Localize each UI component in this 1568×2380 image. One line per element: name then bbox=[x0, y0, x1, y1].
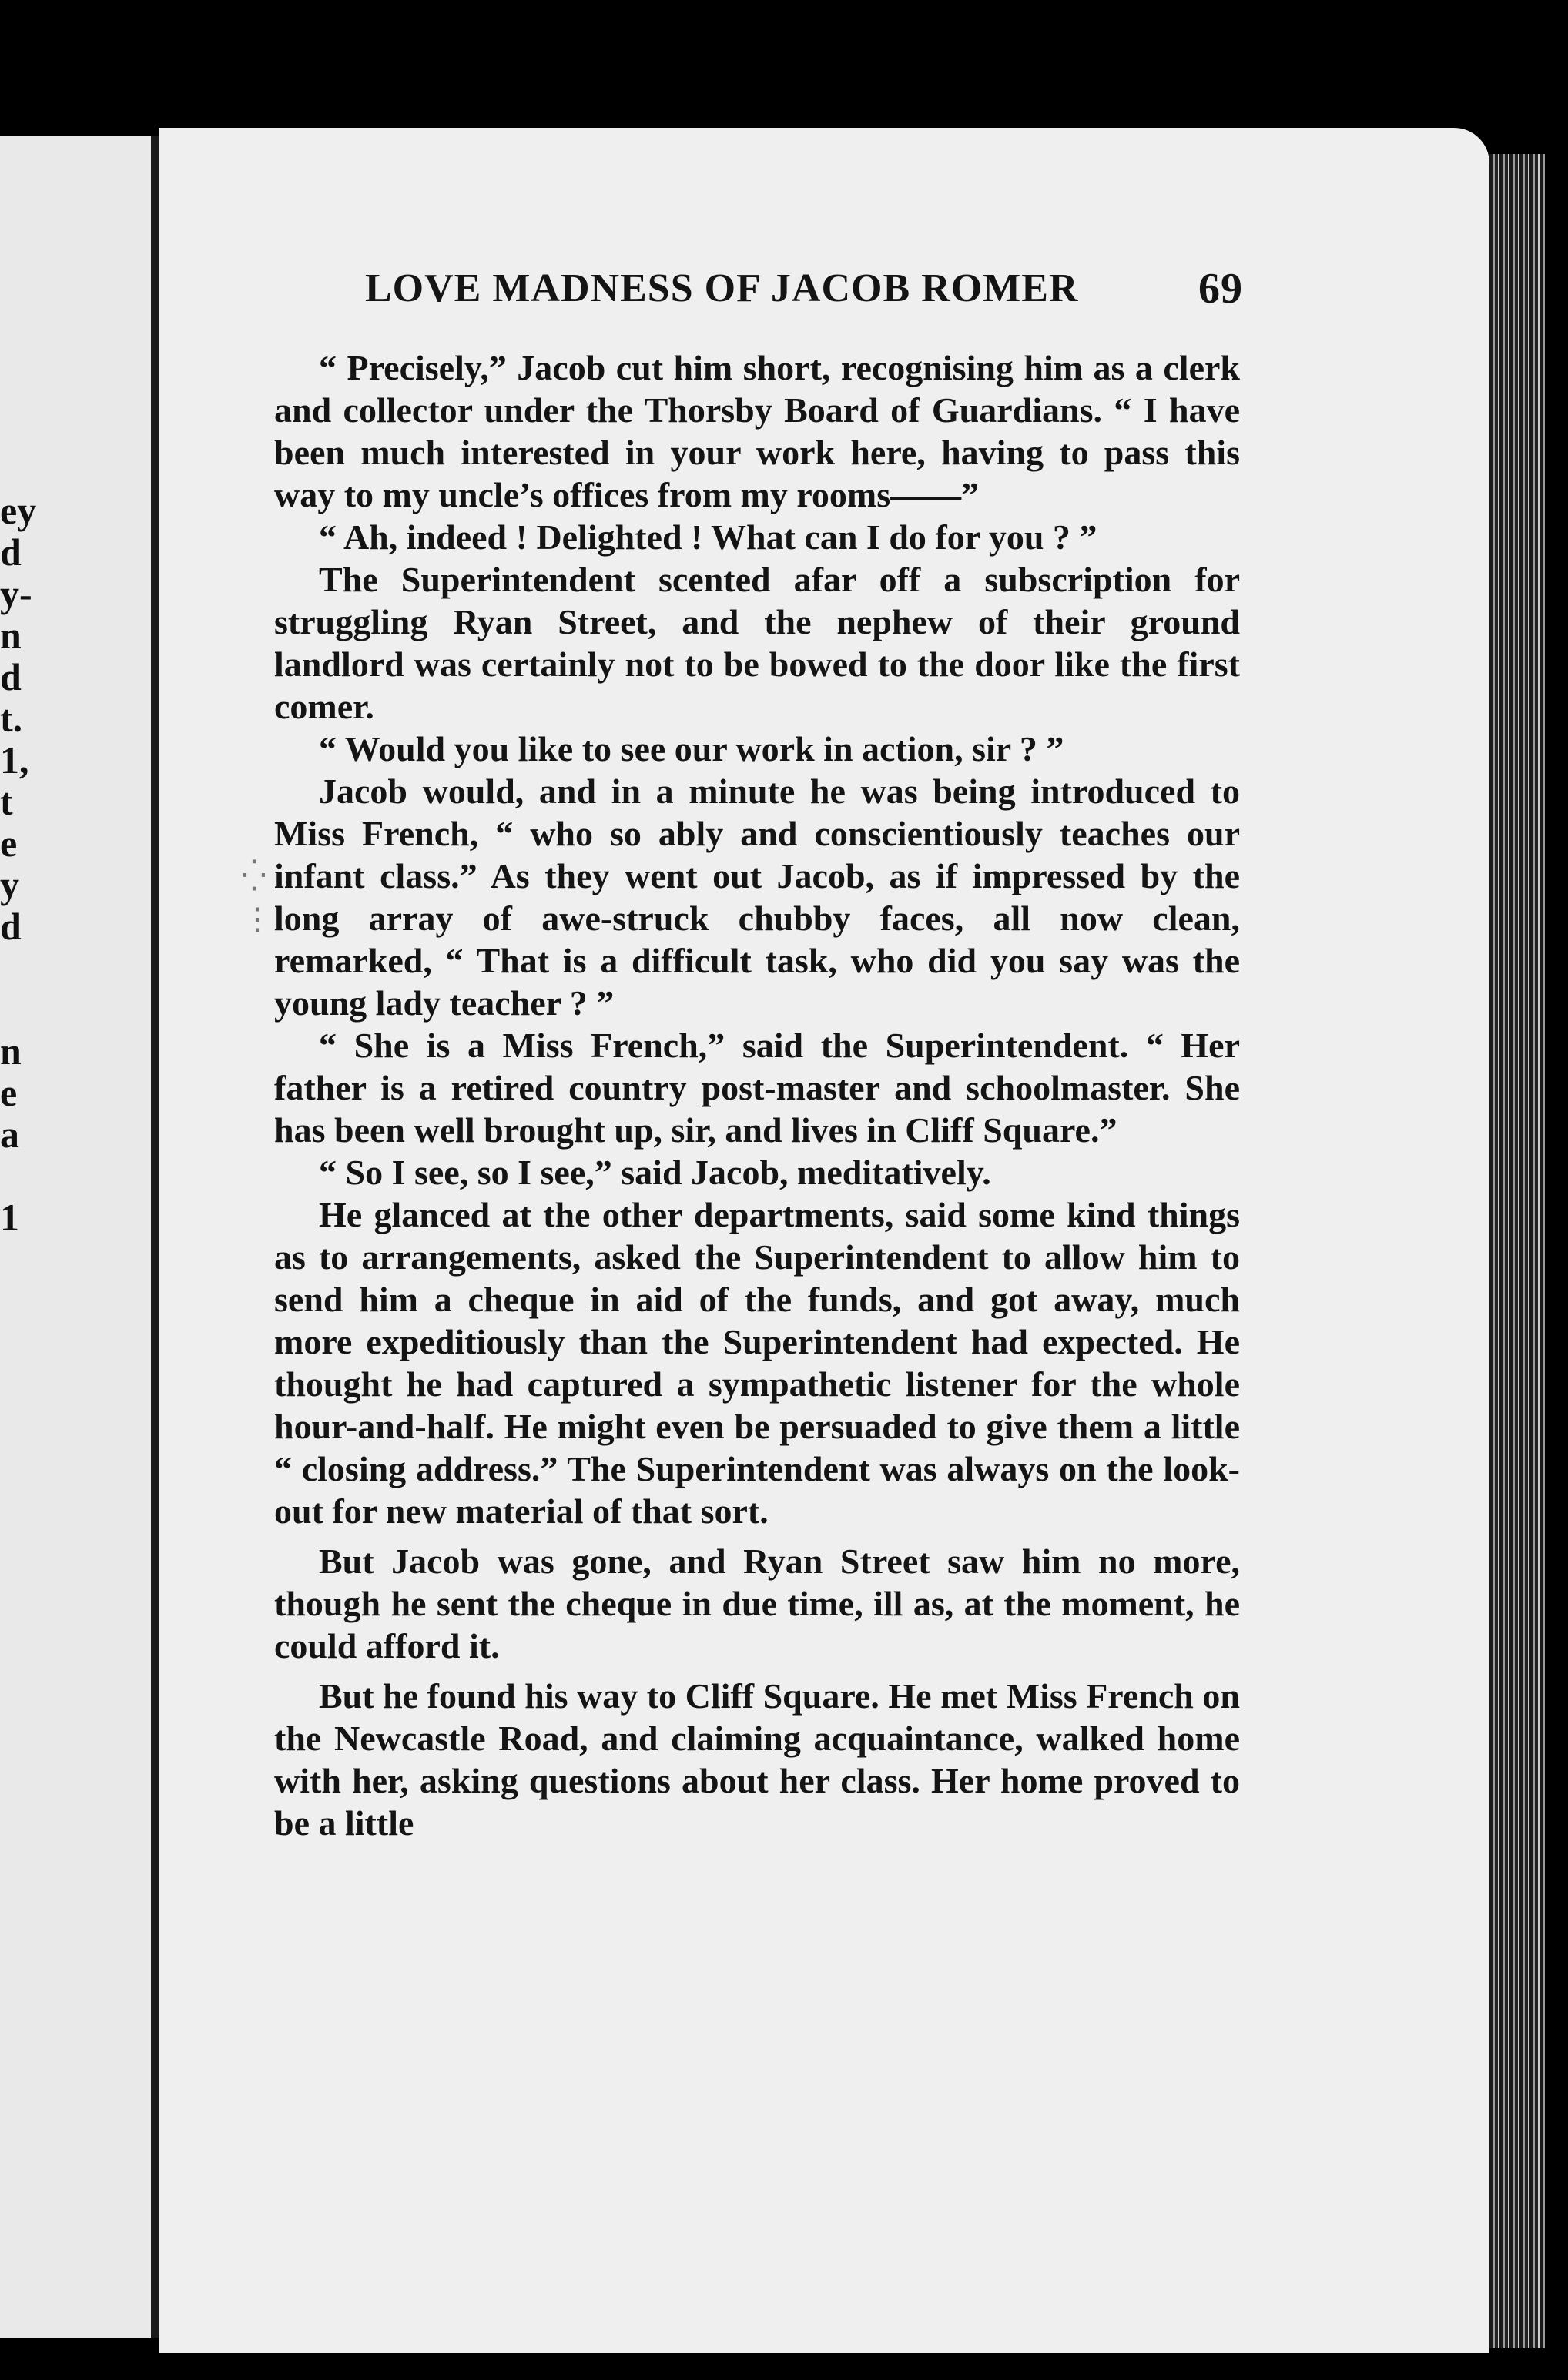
body-text bbox=[274, 346, 1240, 1844]
page-number: 69 bbox=[1198, 265, 1243, 313]
fragment-line: e bbox=[0, 822, 18, 865]
paragraph: He glanced at the other departments, said some kind things as to arrangements, asked the Superintendent to allow him to send him a cheque in aid of the funds, and got away, much more expeditiously than the Superintendent had expected. He thought he had captured a sympathetic listener for the whole hour-and-half. He might even be persuaded to give them a little “ closing address.” The Superintendent was always on the look-out for new material of that sort. bbox=[274, 1195, 1240, 1531]
fragment-line: n bbox=[0, 614, 22, 657]
fragment-line: d bbox=[0, 531, 22, 574]
fragment-line bbox=[0, 989, 46, 1030]
fragment-line: y- bbox=[0, 572, 32, 615]
paragraph: “ So I see, so I see,” said Jacob, meditatively. bbox=[319, 1153, 991, 1192]
fragment-line: 1, bbox=[0, 738, 29, 782]
fragment-line: t. bbox=[0, 697, 23, 740]
running-header bbox=[365, 254, 1243, 323]
fragment-line: 1 bbox=[0, 1196, 19, 1239]
fragment-line: ey bbox=[0, 489, 37, 532]
fragment-line: d bbox=[0, 905, 22, 948]
fragment-line: d bbox=[0, 655, 22, 698]
fragment-line: a bbox=[0, 1113, 19, 1156]
paragraph: The Superintendent scented afar off a subscription for struggling Ryan Street, and the nephew of their ground landlord was certainly not to be bowed to the door like the first comer. bbox=[274, 560, 1240, 726]
margin-ink-marks bbox=[242, 855, 273, 941]
paragraph: But Jacob was gone, and Ryan Street saw him no more, though he sent the cheque in due time, ill as, at the moment, he could afford it. bbox=[274, 1541, 1240, 1665]
fragment-line: t bbox=[0, 780, 13, 823]
fragment-line: e bbox=[0, 1071, 18, 1114]
running-title: LOVE MADNESS OF JACOB ROMER bbox=[365, 266, 1079, 310]
book-gutter bbox=[151, 136, 159, 2338]
fragment-line bbox=[0, 1155, 46, 1197]
margin-mark: ⋮ bbox=[242, 902, 273, 936]
previous-page-text-fragments bbox=[0, 490, 46, 1238]
paragraph: “ She is a Miss French,” said the Superintendent. “ Her father is a retired country post-master and schoolmaster. She has been well brought up, sir, and lives in Cliff Square.” bbox=[274, 1026, 1240, 1150]
paragraph: “ Would you like to see our work in action, sir ? ” bbox=[319, 729, 1064, 768]
paragraph: “ Precisely,” Jacob cut him short, recognising him as a clerk and collector under the Thorsby Board of Guardians. “ I have been much interested in your work here, having to pass this way to my uncle’s offices from my rooms——” bbox=[274, 348, 1240, 514]
paragraph: Jacob would, and in a minute he was being introduced to Miss French, “ who so ably and conscientiously teaches our infant class.” As they went out Jacob, as if impressed by the long array of awe-struck chubby faces, all now clean, remarked, “ That is a difficult task, who did you say was the young lady teacher ? ” bbox=[274, 772, 1240, 1023]
margin-mark: ⁛ bbox=[242, 859, 266, 893]
fragment-line: y bbox=[0, 863, 19, 906]
stacked-page-edges bbox=[1489, 154, 1545, 2348]
paragraph: “ Ah, indeed ! Delighted ! What can I do for you ? ” bbox=[319, 517, 1097, 557]
fragment-line: n bbox=[0, 1029, 22, 1073]
fragment-line bbox=[0, 947, 46, 989]
previous-page-edge bbox=[0, 136, 151, 2338]
paragraph: But he found his way to Cliff Square. He met Miss French on the Newcastle Road, and claiming acquaintance, walked home with her, asking questions about her class. Her home proved to be a little bbox=[274, 1676, 1240, 1843]
